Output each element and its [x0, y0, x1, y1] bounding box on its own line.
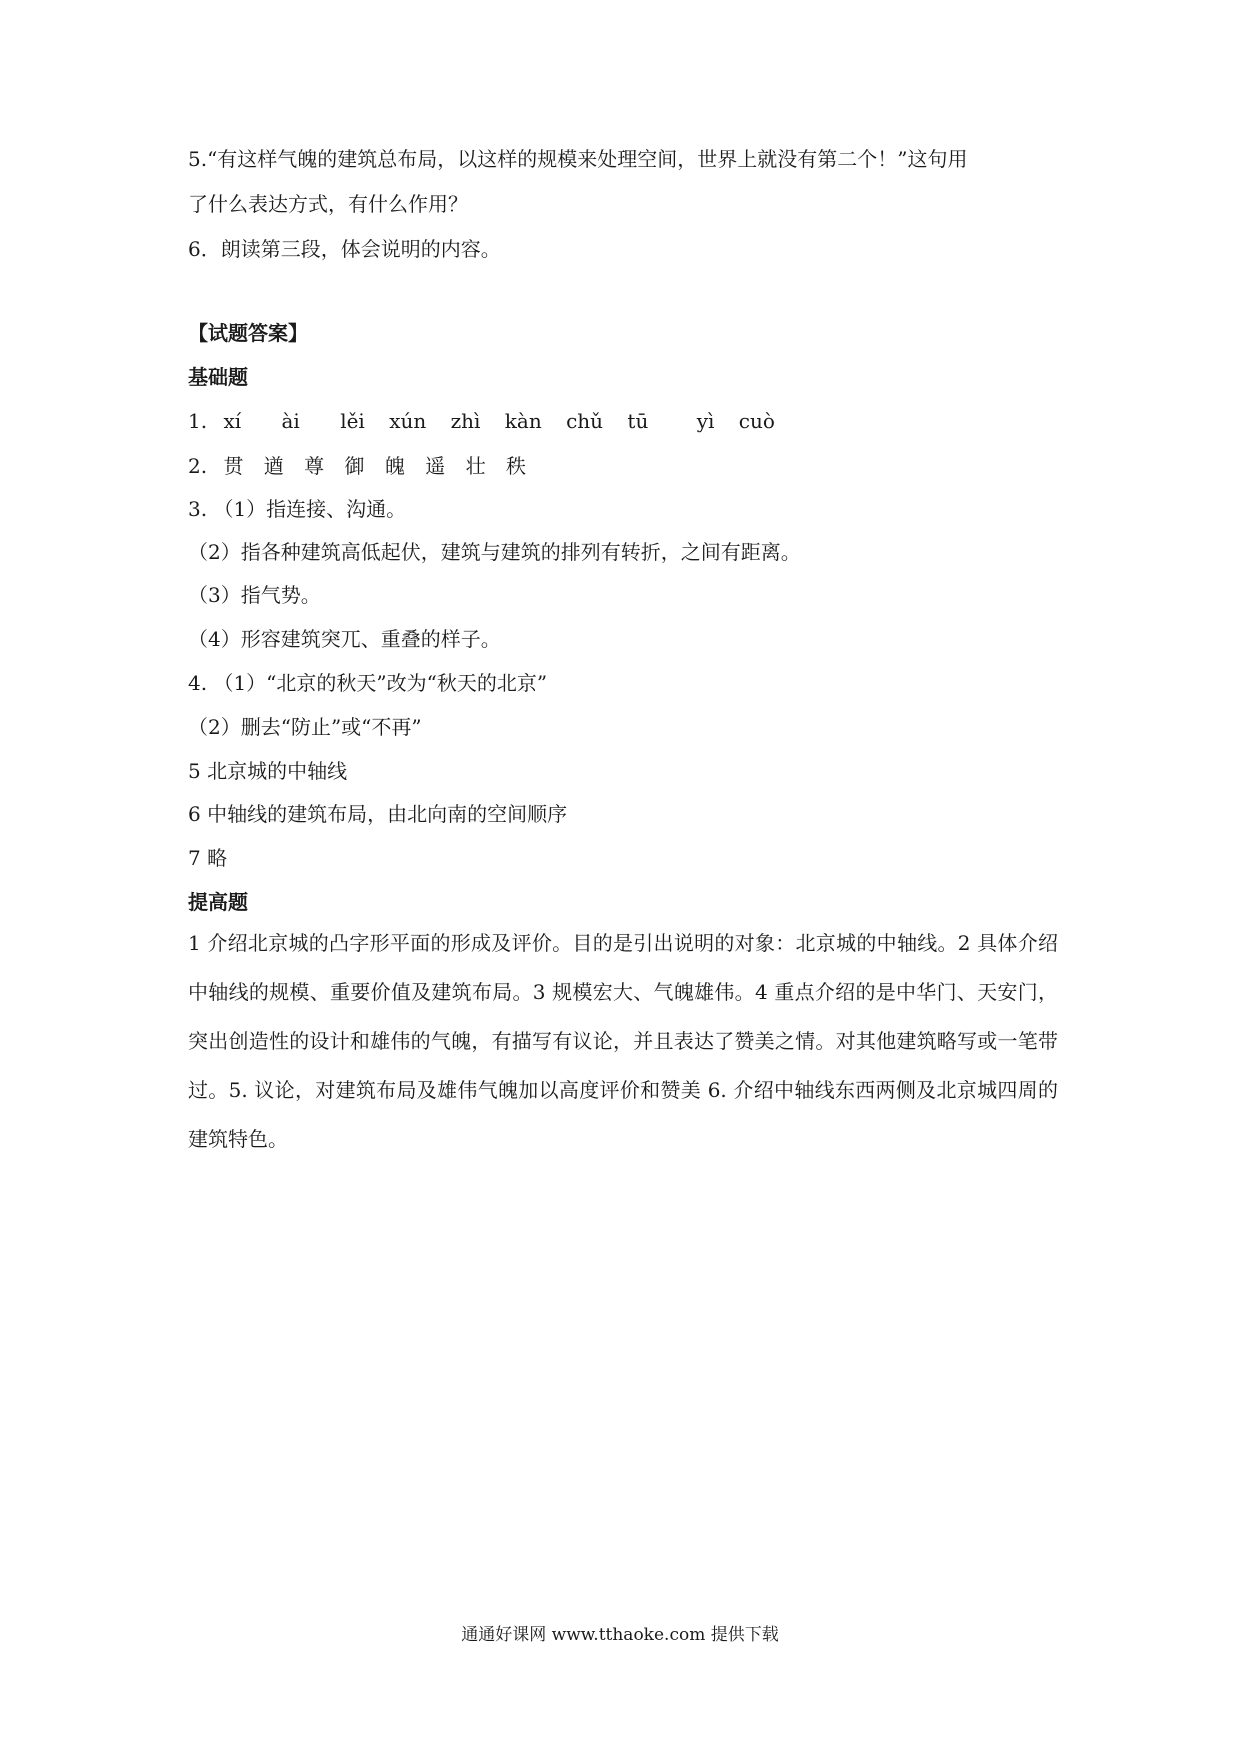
answers-heading: 【试题答案】	[188, 321, 308, 345]
answer-5: 5 北京城的中轴线	[188, 759, 348, 783]
answer-3-2: （2）指各种建筑高低起伏，建筑与建筑的排列有转折，之间有距离。	[188, 540, 801, 564]
answer-6: 6 中轴线的建筑布局，由北向南的空间顺序	[188, 802, 568, 826]
answer-1-pinyin	[188, 408, 775, 434]
question-5-line-1: 5.“有这样气魄的建筑总布局，以这样的规模来处理空间，世界上就没有第二个！”这句用	[188, 147, 968, 171]
answer-7: 7 略	[188, 846, 228, 870]
pinyin-item: chǔ	[566, 409, 604, 433]
pinyin-item: zhì	[450, 409, 481, 433]
question-6: 6．朗读第三段，体会说明的内容。	[188, 237, 501, 261]
answer-3-1: 3. （1）指连接、沟通。	[188, 497, 407, 521]
character-item: 遒	[263, 454, 284, 478]
character-item: 贯	[223, 454, 244, 478]
pinyin-item: ài	[281, 409, 300, 433]
answer-3-3: （3）指气势。	[188, 583, 321, 607]
pinyin-item: lěi	[340, 409, 365, 433]
pinyin-item: xí	[223, 409, 242, 433]
question-5-line-2: 了什么表达方式，有什么作用？	[188, 192, 468, 216]
basic-heading: 基础题	[188, 365, 248, 389]
pinyin-item: yì	[696, 409, 715, 433]
character-item: 秩	[505, 454, 526, 478]
character-item: 御	[344, 454, 365, 478]
pinyin-item: xún	[389, 409, 427, 433]
answer-2-characters	[188, 453, 526, 479]
pinyin-item: tū	[627, 409, 649, 433]
character-item: 尊	[304, 454, 325, 478]
answer-4-2: （2）删去“防止”或“不再”	[188, 715, 422, 739]
footer-credit: 通通好课网 www.tthaoke.com 提供下载	[461, 1625, 779, 1645]
answer-1-label: 1.	[188, 409, 208, 433]
advanced-heading: 提高题	[188, 890, 248, 914]
advanced-answer-paragraph: 1 介绍北京城的凸字形平面的形成及评价。目的是引出说明的对象：北京城的中轴线。2 具体介绍中轴线的规模、重要价值及建筑布局。3 规模宏大、气魄雄伟。4 重点介绍的是中华门、天安门，突出创造性的设计和雄伟的气魄，有描写有议论，并且表达了赞美之情。对其他建筑略写或一笔带过。5. 议论，对建筑布局及雄伟气魄加以高度评价和赞美 6. 介绍中轴线东西两侧及北京城四周的建筑特色。	[188, 931, 1058, 1151]
character-item: 魄	[384, 454, 405, 478]
answer-2-label: 2.	[188, 454, 208, 478]
answer-4-1: 4. （1）“北京的秋天”改为“秋天的北京”	[188, 671, 548, 695]
answer-3-4: （4）形容建筑突兀、重叠的样子。	[188, 627, 501, 651]
pinyin-item: kàn	[504, 409, 542, 433]
character-item: 遥	[425, 454, 446, 478]
pinyin-item: cuò	[738, 409, 775, 433]
character-item: 壮	[465, 454, 486, 478]
